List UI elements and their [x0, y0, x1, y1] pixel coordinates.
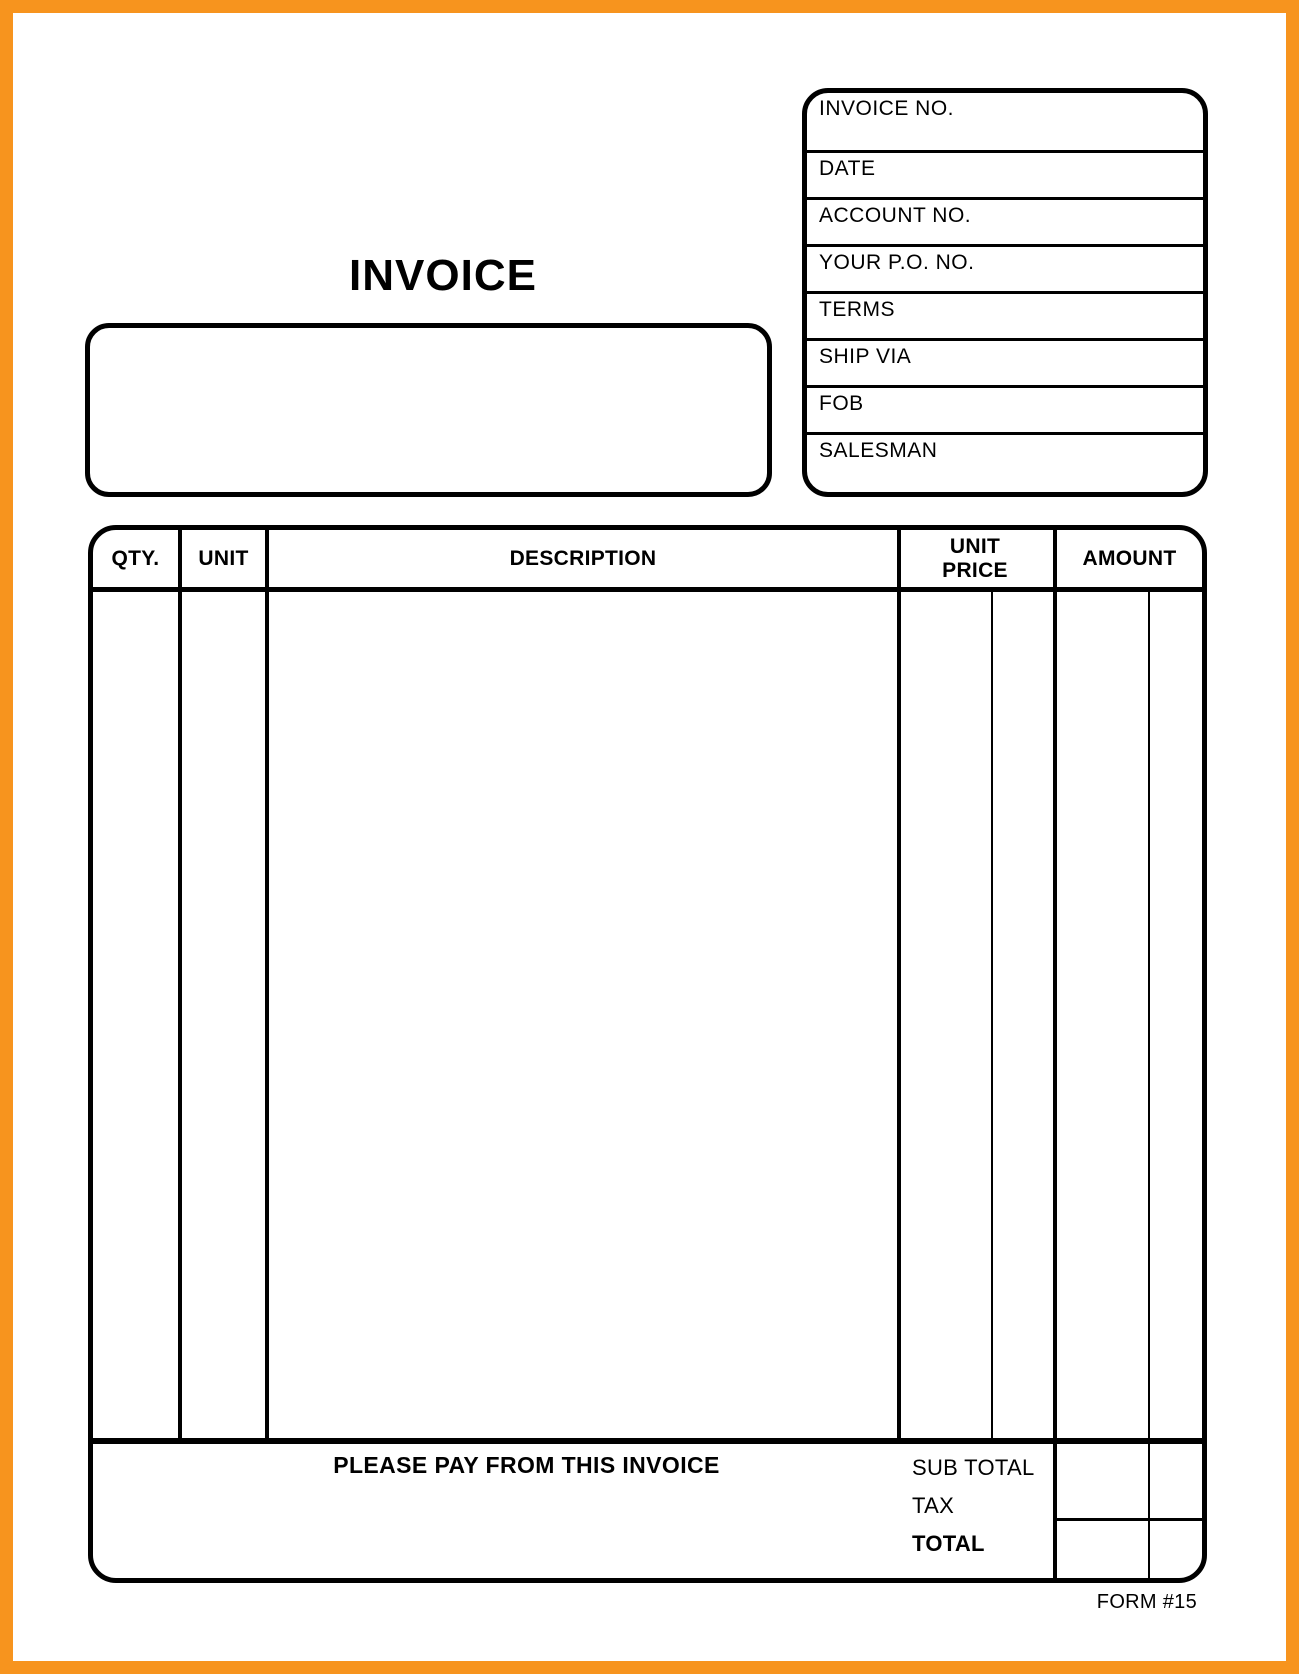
date-label: DATE [819, 157, 876, 180]
footer-top-rule [93, 1438, 1202, 1444]
fob-label: FOB [819, 392, 864, 415]
info-row-terms[interactable] [807, 291, 1203, 338]
info-row-invoice-no[interactable] [807, 93, 1203, 150]
tax-label: TAX [912, 1493, 955, 1518]
items-table [88, 525, 1207, 1583]
unit-entry-area[interactable] [182, 592, 265, 1438]
unit-price-entry-area[interactable] [901, 592, 1053, 1438]
sub-total-label: SUB TOTAL [912, 1455, 1035, 1480]
amount-entry-area[interactable] [1057, 592, 1202, 1438]
pay-note: PLEASE PAY FROM THIS INVOICE [333, 1452, 720, 1478]
info-row-date[interactable] [807, 150, 1203, 197]
description-column-header: DESCRIPTION [509, 546, 657, 570]
terms-label: TERMS [819, 298, 895, 321]
info-row-your-po-no[interactable] [807, 244, 1203, 291]
unit-price-column-header: UNIT PRICE [942, 534, 1008, 582]
info-row-ship-via[interactable] [807, 338, 1203, 385]
total-label: TOTAL [912, 1531, 985, 1556]
tax-amount-cell[interactable] [1057, 1492, 1202, 1518]
unit-column-header: UNIT [198, 546, 249, 570]
sub-total-amount-cell[interactable] [1057, 1444, 1202, 1492]
address-box[interactable] [85, 323, 772, 497]
info-row-fob[interactable] [807, 385, 1203, 432]
info-row-salesman[interactable] [807, 432, 1203, 492]
qty-column-header: QTY. [111, 546, 160, 570]
form-number: FORM #15 [1096, 1591, 1197, 1613]
info-row-account-no[interactable] [807, 197, 1203, 244]
page-title: INVOICE [349, 251, 537, 300]
total-amount-cell[interactable] [1057, 1521, 1202, 1578]
invoice-info-box [802, 88, 1208, 497]
salesman-label: SALESMAN [819, 439, 938, 462]
ship-via-label: SHIP VIA [819, 345, 912, 368]
account-no-label: ACCOUNT NO. [819, 204, 972, 227]
invoice-no-label: INVOICE NO. [819, 97, 955, 120]
amount-column-header: AMOUNT [1082, 546, 1177, 570]
description-entry-area[interactable] [269, 592, 897, 1438]
your-po-no-label: YOUR P.O. NO. [819, 251, 975, 274]
qty-entry-area[interactable] [93, 592, 178, 1438]
